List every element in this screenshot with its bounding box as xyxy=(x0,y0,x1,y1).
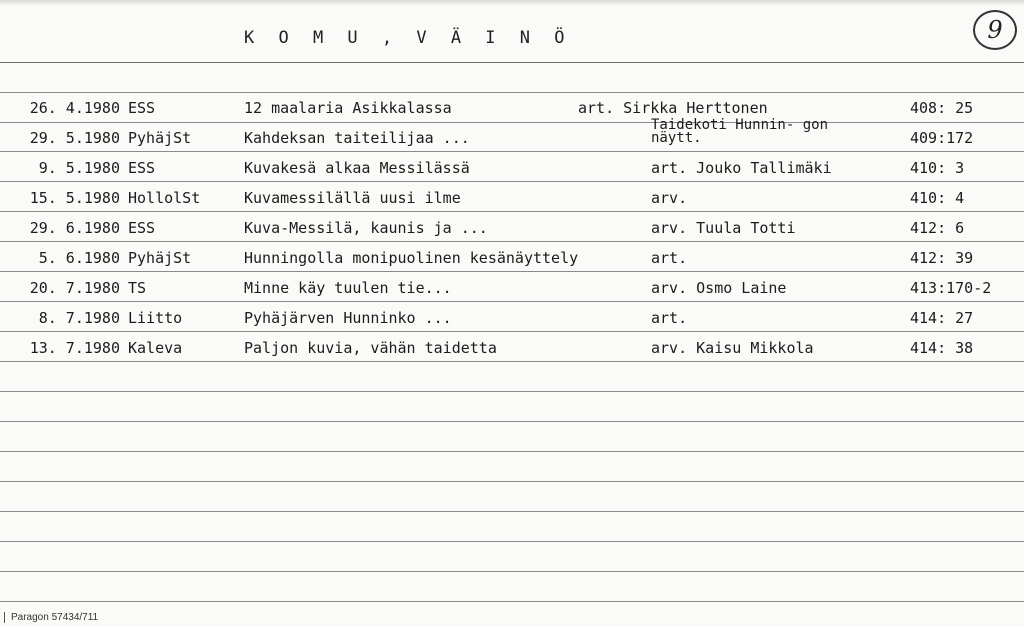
entry-note: art. xyxy=(651,249,688,267)
entry-note: art. Jouko Tallimäki xyxy=(651,159,832,177)
entry-ref: 414: 38 xyxy=(910,339,974,357)
entry-ref: 408: 25 xyxy=(910,99,974,117)
entry-note: arv. Osmo Laine xyxy=(651,279,787,297)
ruled-line xyxy=(0,92,1024,93)
entry-row xyxy=(0,309,1024,333)
card-top-edge xyxy=(0,0,1024,6)
entry-publication: Kaleva xyxy=(128,339,183,357)
ruled-line xyxy=(0,391,1024,392)
entry-publication: Liitto xyxy=(128,309,183,327)
entry-row xyxy=(0,219,1024,243)
ruled-line xyxy=(0,62,1024,63)
entry-ref: 412: 6 xyxy=(910,219,965,237)
entry-title: Kuvakesä alkaa Messilässä xyxy=(244,159,470,177)
entry-title: Kahdeksan taiteilijaa ... xyxy=(244,129,470,147)
entry-row xyxy=(0,279,1024,303)
entry-ref: 410: 4 xyxy=(910,189,965,207)
ruled-line xyxy=(0,541,1024,542)
ruled-line xyxy=(0,481,1024,482)
entry-note: arv. Kaisu Mikkola xyxy=(651,339,814,357)
card-heading: K O M U , V Ä I N Ö xyxy=(244,28,572,48)
entry-title: Kuvamessilällä uusi ilme xyxy=(244,189,461,207)
entry-date: 29. 6.1980 xyxy=(29,219,120,237)
entry-title: Paljon kuvia, vähän taidetta xyxy=(244,339,497,357)
entry-row xyxy=(0,339,1024,363)
entry-publication: TS xyxy=(128,279,147,297)
entry-publication: HollolSt xyxy=(128,189,201,207)
entry-row xyxy=(0,159,1024,183)
entry-title: Pyhäjärven Hunninko ... xyxy=(244,309,452,327)
entry-date: 13. 7.1980 xyxy=(29,339,120,357)
entry-title: Minne käy tuulen tie... xyxy=(244,279,452,297)
entry-date: 5. 6.1980 xyxy=(38,249,120,267)
entry-ref: 413:170-2 xyxy=(910,279,992,297)
card-number: 9 xyxy=(987,16,1003,44)
entry-ref: 414: 27 xyxy=(910,309,974,327)
entry-publication: ESS xyxy=(128,219,156,237)
entry-row xyxy=(0,249,1024,273)
ruled-line xyxy=(0,571,1024,572)
entry-note: arv. xyxy=(651,189,688,207)
entry-note: art. Sirkka Herttonen xyxy=(578,99,768,117)
ruled-line xyxy=(0,511,1024,512)
ruled-line xyxy=(0,451,1024,452)
entry-ref: 409:172 xyxy=(910,129,974,147)
entry-date: 15. 5.1980 xyxy=(29,189,120,207)
entry-title: 12 maalaria Asikkalassa xyxy=(244,99,452,117)
ruled-line xyxy=(0,601,1024,602)
entry-publication: PyhäjSt xyxy=(128,249,192,267)
card-number-circle xyxy=(973,10,1017,50)
entry-title: Hunningolla monipuolinen kesänäyttely xyxy=(244,249,579,267)
entry-note: Taidekoti Hunnin- gon näytt. xyxy=(651,117,829,146)
entry-date: 9. 5.1980 xyxy=(38,159,120,177)
ruled-line xyxy=(0,421,1024,422)
entry-row xyxy=(0,117,1024,153)
entry-publication: PyhäjSt xyxy=(128,129,192,147)
entry-date: 8. 7.1980 xyxy=(38,309,120,327)
entry-ref: 412: 39 xyxy=(910,249,974,267)
entry-date: 26. 4.1980 xyxy=(29,99,120,117)
entry-title: Kuva-Messilä, kaunis ja ... xyxy=(244,219,488,237)
entry-note: art. xyxy=(651,309,688,327)
entry-row xyxy=(0,189,1024,213)
printer-imprint: Paragon 57434/711 xyxy=(4,612,98,623)
entry-date: 20. 7.1980 xyxy=(29,279,120,297)
entry-ref: 410: 3 xyxy=(910,159,965,177)
entry-publication: ESS xyxy=(128,99,156,117)
entry-publication: ESS xyxy=(128,159,156,177)
entry-note: arv. Tuula Totti xyxy=(651,219,796,237)
entry-row xyxy=(0,99,1024,123)
entry-date: 29. 5.1980 xyxy=(29,129,120,147)
